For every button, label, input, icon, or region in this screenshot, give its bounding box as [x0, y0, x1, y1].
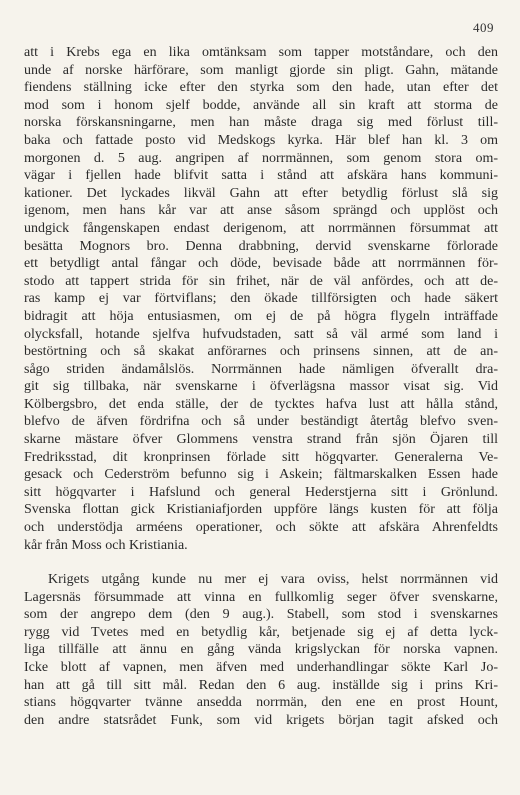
- text-line: git sig tillbaka, när svenskarne i öfverlägsna massor visat sig. Vid: [24, 379, 498, 395]
- paragraph-one: [24, 44, 498, 554]
- text-line: Lagersnäs försummade att vinna en fullkomlig seger öfver svenskarne,: [24, 589, 498, 605]
- text-line: den andre statsrådet Funk, som vid krigets början tagit afsked och: [24, 712, 498, 728]
- text-line: att i Krebs ega en lika omtänksam som tapper motståndare, och den: [24, 45, 498, 60]
- text-line: blefvo de äfven fördrifna och så under beständigt återtåg blefvo sven-: [24, 414, 498, 430]
- text-line: gesack och Cederström befunno sig i Askein; fältmarskalken Essen hade: [24, 467, 498, 483]
- text-line: igenom, men hans kår var att anse såsom sprängd och upplöst och: [24, 203, 498, 219]
- paragraph-two: [24, 571, 498, 729]
- text-line: Fredriksstad, dit kronprinsen förlade sitt högqvarter. Generalerna Ve-: [24, 449, 498, 465]
- text-line: ras kamp ej var förtviflans; den ökade tillförsigten och hade säkert: [24, 291, 498, 307]
- text-line: baka och fattade posto vid Medskogs kyrka. Här blef han kl. 3 om: [24, 132, 498, 148]
- text-line: unde af norske härförare, som manligt gjorde sin pligt. Gahn, mätande: [24, 62, 498, 78]
- text-line: rygg vid Tvetes med en betydlig kår, betjenade sig ej af detta lyck-: [24, 624, 498, 640]
- text-line: besätta Mognors bro. Denna drabbning, dervid svenskarne förlorade: [24, 238, 498, 254]
- text-line: mod som i honom sjelf bodde, använde all sin kraft att storma de: [24, 97, 498, 113]
- text-line: kår från Moss och Kristiania.: [24, 537, 188, 553]
- text-line: norska förskansningarne, men han måste draga sig med förlust till-: [24, 115, 498, 131]
- text-line: som der angrepo dem (den 9 aug.). Stabell, som stod i svenskarnes: [24, 607, 498, 623]
- text-line: stodo att tappert strida för sin frihet, när de väl anfördes, och att de-: [24, 273, 498, 289]
- text-line: stians högqvarter tvänne ansedda norrmän, den ene en prost Hount,: [24, 695, 498, 711]
- text-line: fiendens ställning icke efter den styrka som den hade, utan efter det: [24, 80, 498, 96]
- text-line: kationer. Det lyckades likväl Gahn att efter betydlig förlust slå sig: [24, 185, 498, 201]
- text-line: morgonen d. 5 aug. angripen af norrmännen, som genom stora om-: [24, 150, 498, 166]
- text-line: skarne mästare öfver Glommens venstra strand från sjön Öjaren till: [24, 432, 498, 448]
- text-line: och understödja arméens operationer, och sökte att afskära Ahrenfeldts: [24, 520, 498, 536]
- text-line: vägar i fjellen hade blifvit satta i stånd att afskära hans kommuni-: [24, 168, 498, 184]
- text-line: olycksfall, hotande sjelfva hufvudstaden, satt så väl armé som land i: [24, 326, 498, 342]
- text-line: Svenska flottan gick Kristianiafjorden uppföre längs kusten för att följa: [24, 502, 498, 518]
- text-line: sitt högqvarter i Hafslund och general Hederstjerna sitt i Grönlund.: [24, 484, 498, 500]
- text-line: liga tillfälle att ännu en gång vända krigslyckan för norska vapnen.: [24, 642, 498, 658]
- text-line: Icke blott af vapnen, men äfven med underhandlingar sökte Karl Jo-: [24, 659, 498, 675]
- text-line: Krigets utgång kunde nu mer ej vara oviss, helst norrmännen vid: [48, 572, 498, 587]
- text-line: ett betydligt antal fångar och döde, bevisade både att norrmännen för-: [24, 256, 498, 272]
- text-line: han att gå till sitt mål. Redan den 6 aug. inställde sig i prins Kri-: [24, 677, 498, 693]
- text-line: bestörtning och så skakat anförarnes och prinsens sinnen, att de an-: [24, 344, 498, 360]
- text-line: undgick fångenskapen endast derigenom, att norrmännen försummat att: [24, 220, 498, 236]
- text-line: sågo striden ändamålslös. Norrmännen hade nämligen öfverallt dra-: [24, 361, 498, 377]
- text-line: Kölbergsbro, det enda ställe, der de tycktes hafva lust att hålla stånd,: [24, 396, 498, 412]
- page-number: 409: [473, 20, 494, 35]
- text-line: bidragit att höja entusiasmen, om ej de på högra flygeln inträffade: [24, 308, 498, 324]
